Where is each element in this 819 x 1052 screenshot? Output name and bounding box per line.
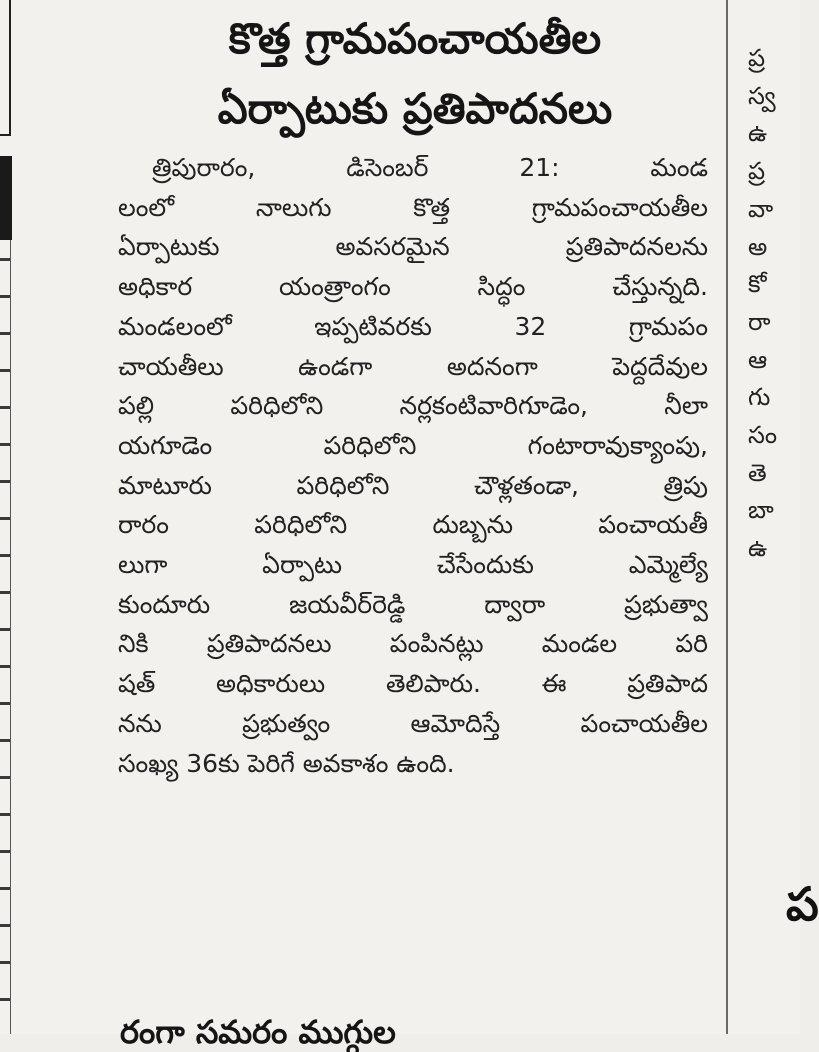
right-line: ఉ <box>748 119 768 148</box>
headline-line-1: కొత్త గ్రామపంచాయతీల <box>228 14 602 63</box>
body-line: చాయతీలు ఉండగా అదనంగా పెద్దదేవుల <box>118 351 708 381</box>
article-headline <box>110 0 720 144</box>
body-line: మాటూరు పరిధిలోని చౌళ్లతండా, త్రిపు <box>118 470 708 500</box>
left-column-heading-bar <box>0 156 12 240</box>
body-line: అధికార యంత్రాంగం సిద్ధం చేస్తున్నది. <box>118 272 708 302</box>
right-line: గు <box>748 383 771 412</box>
right-line: అ <box>748 232 768 261</box>
next-headline-text: రంగా సమరం ముగ్గుల <box>120 1013 396 1051</box>
headline-line-2: ఏర్పాటుకు ప్రతిపాదనలు <box>217 84 613 133</box>
right-line: కో <box>748 270 767 299</box>
body-line: రారం పరిధిలోని దుబ్బను పంచాయతీ <box>118 510 708 540</box>
article-body <box>118 148 708 783</box>
right-line: ప్ర <box>748 44 766 72</box>
right-column-headline-fragment: ప <box>786 877 819 931</box>
right-line: ఆ <box>748 345 768 374</box>
body-line: త్రిపురారం, డిసెంబర్ 21: మండ <box>152 153 708 182</box>
right-line: స్వ <box>748 81 776 110</box>
body-line: నను ప్రభుత్వం ఆమోదిస్తే పంచాయతీల <box>118 708 708 738</box>
news-article <box>110 0 720 1034</box>
body-line: సంఖ్య 36కు పెరిగే అవకాశం ఉంది. <box>118 748 455 778</box>
right-column-text-fragment <box>748 40 800 568</box>
right-line: వా <box>748 194 774 223</box>
body-line: మండలంలో ఇప్పటివరకు 32 గ్రామపం <box>118 311 708 341</box>
body-line: లంలో నాలుగు కొత్త గ్రామపంచాయతీల <box>118 192 708 222</box>
right-line: రా <box>748 307 771 336</box>
body-line: నికి ప్రతిపాదనలు పంపినట్లు మండల పరి <box>118 629 708 659</box>
right-line: బా <box>748 496 774 525</box>
body-line: కుందూరు జయవీర్‌రెడ్డి ద్వారా ప్రభుత్వా <box>118 589 708 619</box>
body-line: పల్లి పరిధిలోని నర్లకంటివారిగూడెం, నీలా <box>118 391 708 421</box>
body-line: లుగా ఏర్పాటు చేసేందుకు ఎమ్మెల్యే <box>118 550 708 580</box>
left-column-box <box>0 0 11 136</box>
body-line: షత్ అధికారులు తెలిపారు. ఈ ప్రతిపాద <box>118 669 708 699</box>
right-line: ప్ర <box>748 157 766 186</box>
body-line: ఏర్పాటుకు అవసరమైన ప్రతిపాదనలను <box>118 232 708 262</box>
right-line: ఉ <box>748 534 768 563</box>
left-column-text-fragment <box>0 240 11 1034</box>
body-line: యగూడెం పరిధిలోని గంటారావుక్యాంపు, <box>118 430 708 460</box>
column-divider <box>726 0 728 1034</box>
next-article-headline-fragment <box>120 1012 480 1051</box>
right-line: తె <box>748 458 767 487</box>
right-line: సం <box>748 421 778 450</box>
